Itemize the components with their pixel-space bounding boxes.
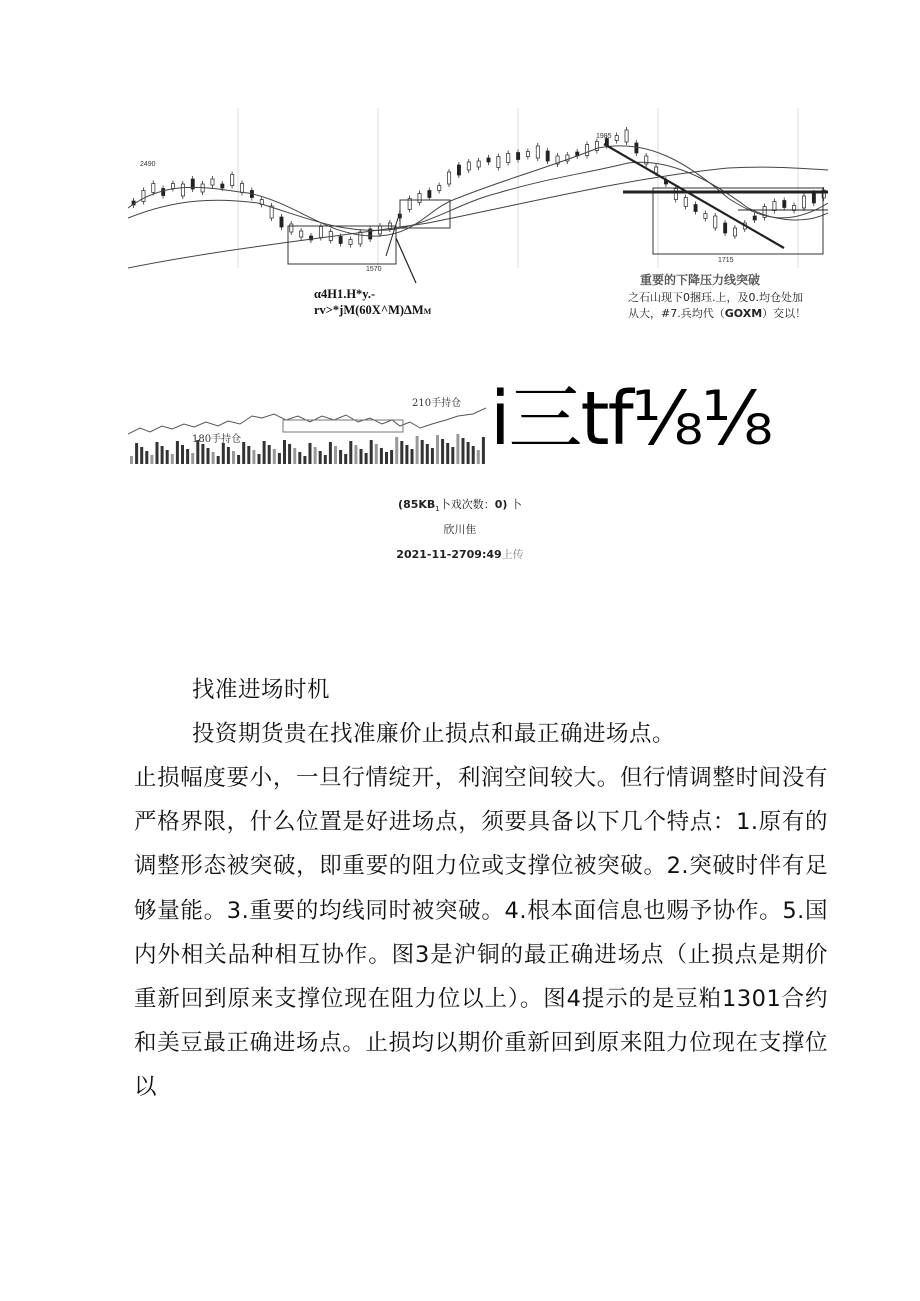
volume-bar: [405, 445, 408, 464]
volume-bar: [247, 446, 250, 464]
caption-right-line1: 之石山现下0捆珏.上，及0.均仓处加: [628, 291, 803, 304]
candle-body: [231, 175, 234, 186]
candlesticks: [132, 127, 825, 248]
volume-bar: [360, 449, 363, 464]
resistance-line: [604, 144, 784, 248]
candle-body: [694, 205, 697, 212]
candle-body: [802, 196, 805, 208]
candle-body: [586, 145, 589, 156]
candle-body: [359, 232, 362, 244]
candle-body: [625, 130, 628, 142]
candle-body: [497, 157, 500, 168]
volume-bar: [426, 444, 429, 464]
upload-time: 2021-11-2709:49上传: [396, 548, 524, 561]
candle-body: [507, 154, 510, 163]
candle-body: [773, 202, 776, 211]
volume-bar: [334, 446, 337, 464]
volume-bar: [252, 450, 255, 464]
annotation-boxes: [288, 188, 823, 264]
volume-bar: [462, 438, 465, 464]
candle-body: [447, 172, 450, 184]
volume-bar: [324, 455, 327, 464]
volume-bar: [446, 443, 449, 464]
candle-body: [418, 194, 421, 203]
caption-left-line1: α4H1.H*y.-: [314, 287, 376, 301]
file-info: ($85KB_1$卜戏次数：0) 卜: [398, 498, 522, 514]
volume-bar: [242, 442, 245, 464]
volume-bar: [156, 442, 159, 464]
candle-body: [349, 240, 352, 245]
candle-body: [517, 153, 520, 160]
candle-body: [783, 201, 786, 208]
label-left: 2490: [140, 161, 156, 168]
candle-body: [162, 189, 165, 196]
candle-body: [181, 184, 184, 196]
candle-body: [428, 191, 431, 198]
volume-bar: [303, 456, 306, 464]
garbled-heading: i三tf⅛⅛: [490, 376, 772, 462]
open-interest-line: [128, 408, 486, 434]
section-heading: 找准进场时机: [192, 677, 331, 703]
volume-bar: [176, 441, 179, 464]
volume-bar: [298, 452, 301, 464]
volume-bar: [472, 446, 475, 464]
candle-body: [477, 161, 480, 167]
volume-chart: [128, 386, 486, 466]
volume-bar: [421, 440, 424, 464]
volume-bar: [186, 449, 189, 464]
volume-bar: [309, 443, 312, 464]
volume-bar: [451, 447, 454, 464]
volume-bar: [201, 444, 204, 464]
candle-body: [152, 184, 155, 193]
volume-bar: [329, 442, 332, 464]
volume-bar: [288, 444, 291, 464]
candle-body: [526, 152, 529, 157]
chart-caption-right: [628, 290, 806, 322]
volume-bar: [390, 450, 393, 464]
volume-bar: [278, 453, 281, 464]
candle-body: [300, 231, 303, 237]
volume-bar: [273, 449, 276, 464]
candle-body: [339, 237, 342, 244]
candle-body: [812, 193, 815, 203]
candle-body: [487, 158, 490, 162]
volume-bar: [135, 443, 138, 464]
volume-bar: [268, 445, 271, 464]
volume-bar: [349, 441, 352, 464]
volume-bar: [222, 443, 225, 464]
volume-bar: [339, 450, 342, 464]
volume-bar: [171, 454, 174, 464]
volume-bar: [227, 447, 230, 464]
candle-body: [319, 227, 322, 238]
volume-bar: [283, 440, 286, 464]
volume-bar: [217, 456, 220, 464]
volume-bar: [207, 448, 210, 464]
volume-bar: [150, 455, 153, 464]
label-210: 210手持仓: [412, 398, 462, 409]
candle-body: [221, 184, 224, 188]
candle-body: [635, 143, 638, 153]
volume-bar: [319, 451, 322, 464]
caption-right-line2: 从大，#7.兵均代（GOXM）交以！: [628, 307, 807, 320]
candle-body: [290, 224, 293, 232]
volume-bar: [456, 434, 459, 464]
volume-bar: [467, 442, 470, 464]
chart-stamp: 重要的下降压力线突破: [640, 273, 761, 287]
volume-bar: [482, 437, 485, 464]
volume-bar: [354, 445, 357, 464]
volume-bars: [130, 434, 485, 464]
volume-bar: [411, 449, 414, 464]
candle-body: [714, 216, 717, 228]
volume-bar: [370, 440, 373, 464]
volume-bar: [365, 453, 368, 464]
candle-body: [457, 165, 460, 175]
caption-left-line2: rv>*jM(60X^M)ΔMM: [314, 303, 432, 317]
candle-body: [171, 184, 174, 189]
candle-body: [211, 179, 214, 185]
volume-bar: [477, 450, 480, 464]
candle-body: [536, 146, 539, 158]
volume-bar: [166, 450, 169, 464]
volume-bar: [181, 445, 184, 464]
label-low: 1570: [366, 266, 382, 273]
volume-bar: [436, 435, 439, 464]
volume-bar: [431, 448, 434, 464]
label-peak: 1985: [596, 133, 612, 140]
price-chart-top: [128, 108, 828, 290]
volume-bar: [140, 447, 143, 464]
candle-body: [438, 186, 441, 191]
candle-body: [704, 214, 707, 219]
candle-body: [546, 151, 549, 161]
candle-body: [142, 191, 145, 202]
volume-bar: [375, 444, 378, 464]
volume-bar: [191, 453, 194, 464]
volume-bar: [293, 448, 296, 464]
candle-body: [615, 136, 618, 141]
volume-bar: [380, 448, 383, 464]
candle-body: [684, 198, 687, 207]
volume-bar: [263, 441, 266, 464]
paragraph-1: 投资期货贵在找准廉价止损点和最正确进场点。: [192, 721, 676, 747]
breakout-line-left: [396, 238, 416, 283]
volume-bar: [416, 436, 419, 464]
chart-caption-left: [314, 286, 431, 320]
volume-bar: [400, 441, 403, 464]
volume-bar: [385, 452, 388, 464]
volume-bar: [232, 451, 235, 464]
ma-medium: [128, 162, 828, 230]
volume-bar: [395, 437, 398, 464]
volume-bar: [314, 447, 317, 464]
volume-bar: [344, 454, 347, 464]
volume-bar: [441, 439, 444, 464]
candle-body: [724, 223, 727, 233]
uploader-name[interactable]: 欣川隹: [443, 523, 477, 536]
candle-body: [280, 217, 283, 227]
volume-bar: [212, 452, 215, 464]
candle-body: [753, 216, 756, 220]
volume-bar: [237, 455, 240, 464]
open-interest-box: [283, 420, 403, 432]
candle-body: [240, 184, 243, 193]
volume-bar: [145, 451, 148, 464]
volume-bar: [161, 446, 164, 464]
candle-body: [467, 162, 470, 170]
paragraph-2: 止损幅度要小，一旦行情绽开，利润空间较大。但行情调整时间没有严格界限，什么位置是好进场点，须要具备以下几个特点：1.原有的调整形态被突破，即重要的阻力位或支撑位被突破。2.突破时伴有足够量能。3.重要的均线同时被突破。4.根本面信息也赐予协作。5.国内外相关品种相互协作。图3是沪铜的最正确进场点（止损点是期价重新回到原来支撑位现在阻力位以上）。图4提示的是豆粕1301合约和美豆最正确进场点。止损均以期价重新回到原来阻力位现在支撑位以: [134, 765, 828, 1101]
label-180: 180手持仓: [192, 434, 242, 445]
candle-body: [674, 189, 677, 200]
candle-body: [655, 167, 658, 173]
label-bottom-right: 1715: [718, 257, 734, 264]
volume-bar: [130, 456, 133, 464]
candle-body: [733, 228, 736, 236]
volume-bar: [258, 454, 261, 464]
